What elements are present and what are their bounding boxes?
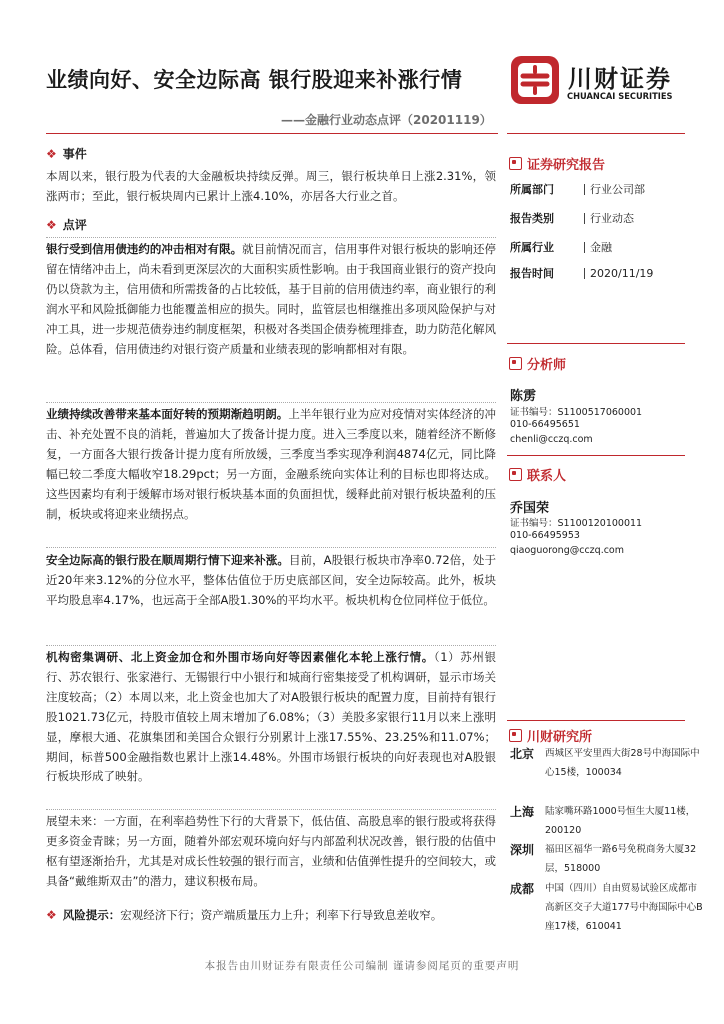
diamond-bullet-icon: ❖ bbox=[46, 147, 57, 161]
brand-name-english: CHUANCAI SECURITIES bbox=[567, 92, 673, 102]
events-paragraph: 本周以来，银行股为代表的大金融板块持续反弹。周三，银行板块单日上涨2.31%，领涨两市；至此，银行板块周内已累计上涨4.10%，亦居各大行业之首。 bbox=[46, 169, 496, 203]
section-rule bbox=[46, 402, 496, 403]
paragraph-body: （1）苏州银行、苏农银行、张家港行、无锡银行中小银行和城商行密集接受了机构调研，显示市场关注度较高；（2）本周以来，北上资金也加大了对A股银行板块的配置力度，目前持有银行股1021.73亿元，持股市值较上周末增加了6.08%；（3）美股多家银行11月以来上涨明显，摩根大通、花旗集团和美国合众银行分别累计上涨17.55%、23.25%和11.07%；期间，标普500金融指数也累计上涨14.48%。外围市场银行板块的向好表现也对A股银行板块形成了映射。 bbox=[46, 650, 496, 784]
office-city-beijing: 北京 bbox=[510, 747, 535, 761]
section-square-icon bbox=[509, 157, 522, 170]
analyst-email[interactable]: chenli@cczq.com bbox=[510, 434, 593, 445]
contact-heading: 联系人 bbox=[509, 465, 566, 484]
contact-email[interactable]: qiaoguorong@cczq.com bbox=[510, 545, 624, 556]
section-square-icon bbox=[509, 468, 522, 481]
report-title: 业绩向好、安全边际高 银行股迎来补涨行情 bbox=[46, 68, 463, 92]
office-address-shenzhen: 福田区福华一路6号免税商务大厦32层，518000 bbox=[545, 844, 697, 874]
section-rule bbox=[46, 547, 496, 548]
comment-heading: ❖ 点评 bbox=[46, 218, 87, 232]
report-heading: 证券研究报告 bbox=[509, 154, 605, 173]
paragraph-catalysts bbox=[46, 648, 496, 787]
paragraph-lead: 银行受到信用债违约的冲击相对有限。 bbox=[46, 242, 243, 256]
paragraph-lead: 安全边际高的银行股在顺周期行情下迎来补涨。 bbox=[46, 553, 289, 567]
paragraph-earnings bbox=[46, 405, 496, 524]
office-city-shanghai: 上海 bbox=[510, 805, 535, 819]
analyst-cert: 证书编号：S1100517060001 bbox=[510, 407, 643, 418]
section-square-icon bbox=[509, 729, 522, 742]
paragraph-body: 就目前情况而言，信用事件对银行板块的影响还停留在情绪冲击上，尚未看到更深层次的大面积实质性影响。由于我国商业银行的资产投向仍以贷款为主，信用债和所需拨备的占比较低，基于目前的信用债违约率，商业银行的利润水平和风险抵御能力也能覆盖相应的损失。同时，监管层也相继推出多项风险保护与对冲工具，进一步规范债券违约制度框架，积极对各类国企债券梳理排查，助力防范化解风险。总体看，信用债违约对银行资产质量和业绩表现的影响都相对有限。 bbox=[46, 242, 496, 356]
info-row-date: 报告时间 2020/11/19 bbox=[510, 267, 654, 280]
paragraph-body: 上半年银行业为应对疫情对实体经济的冲击、补充处置不良的消耗，普遍加大了拨备计提力度。进入三季度以来，随着经济不断修复，一方面各大银行拨备计提力度有所放缓，三季度当季实现净利润4874亿元，同比降幅已较二季度大幅收窄18.29pct；另一方面，金融系统向实体让利的目标也即将达成。这些因素均有利于缓解市场对银行板块基本面的负面担忧，缓释此前对银行板块盈利的压制，板块或将迎来业绩拐点。 bbox=[46, 407, 496, 521]
contact-phone: 010-66495953 bbox=[510, 530, 580, 541]
analyst-name: 陈雳 bbox=[510, 389, 537, 404]
office-address-chengdu: 中国（四川）自由贸易试验区成都市高新区交子大道177号中海国际中心B座17楼，610041 bbox=[545, 883, 703, 932]
section-rule bbox=[46, 237, 496, 238]
contact-name: 乔国荣 bbox=[510, 501, 550, 516]
sidebar-divider bbox=[507, 720, 685, 721]
header-divider-left bbox=[46, 133, 498, 134]
paragraph-outlook: 展望未来：一方面，在利率趋势性下行的大背景下，低估值、高股息率的银行股或将获得更多资金青睐；另一方面，随着外部宏观环境向好与内部盈利状况改善，银行股的估值中枢有望逐渐抬升，尤其是对成长性较强的银行而言，业绩和估值弹性提升的空间较大，或具备“戴维斯双击”的潜力，建议积极布局。 bbox=[46, 814, 496, 888]
analyst-phone: 010-66495651 bbox=[510, 419, 580, 430]
report-subtitle: ——金融行业动态点评（20201119） bbox=[281, 113, 492, 127]
brand-name: 川财证券 bbox=[568, 65, 672, 93]
institute-heading: 川财研究所 bbox=[509, 726, 592, 745]
section-square-icon bbox=[509, 357, 522, 370]
info-row-department: 所属部门 行业公司部 bbox=[510, 183, 645, 196]
page-footer: 本报告由川财证券有限责任公司编制 谨请参阅尾页的重要声明 bbox=[204, 960, 520, 972]
info-row-category: 报告类别 行业动态 bbox=[510, 212, 634, 225]
paragraph-credit-default bbox=[46, 240, 496, 359]
diamond-bullet-icon: ❖ bbox=[46, 218, 57, 232]
paragraph-safety-margin bbox=[46, 551, 496, 611]
office-address-shanghai: 陆家嘴环路1000号恒生大厦11楼，200120 bbox=[545, 806, 696, 836]
paragraph-lead: 机构密集调研、北上资金加仓和外围市场向好等因素催化本轮上涨行情。 bbox=[46, 650, 434, 664]
diamond-bullet-icon: ❖ bbox=[46, 908, 57, 922]
office-address-beijing: 西城区平安里西大街28号中海国际中心15楼，100034 bbox=[545, 748, 700, 778]
events-heading: ❖ 事件 bbox=[46, 147, 87, 161]
paragraph-lead: 业绩持续改善带来基本面好转的预期渐趋明朗。 bbox=[46, 407, 289, 421]
contact-cert: 证书编号：S1100120100011 bbox=[510, 518, 643, 529]
paragraph-body: 目前，A股银行板块市净率0.72倍，处于近20年来3.12%的分位水平，整体估值位于历史底部区间，安全边际较高。此外，板块平均股息率4.17%，也远高于全部A股1.30%的平均水平。板块机构仓位同样位于低位。 bbox=[46, 553, 496, 607]
sidebar-divider bbox=[507, 455, 685, 456]
office-city-shenzhen: 深圳 bbox=[510, 843, 535, 857]
sidebar-divider bbox=[507, 343, 685, 344]
risk-lead: 风险提示： bbox=[62, 908, 121, 922]
section-rule bbox=[46, 645, 496, 646]
section-rule bbox=[46, 809, 496, 810]
chuancai-logo-icon bbox=[510, 55, 560, 105]
office-city-chengdu: 成都 bbox=[510, 882, 535, 896]
risk-body: 宏观经济下行；资产端质量压力上升；利率下行导致息差收窄。 bbox=[120, 908, 443, 922]
analyst-heading: 分析师 bbox=[509, 354, 566, 373]
header-divider-right bbox=[507, 133, 685, 134]
risk-warning bbox=[46, 906, 496, 926]
info-row-industry: 所属行业 金融 bbox=[510, 241, 612, 254]
